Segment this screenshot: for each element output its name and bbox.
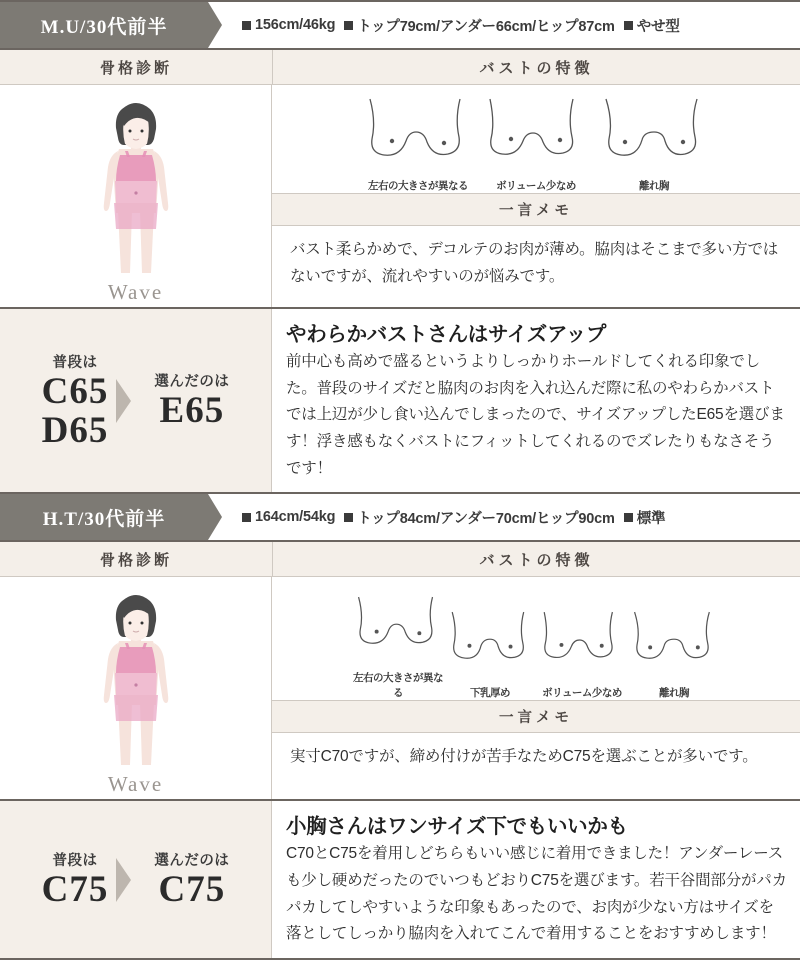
stat-label: 標準 bbox=[636, 510, 666, 527]
stat-label: やせ型 bbox=[636, 18, 680, 35]
female-body-illustration-icon bbox=[66, 93, 206, 279]
bust-caption: 左右の大きさが異なる bbox=[368, 180, 468, 192]
bust-shape-icon bbox=[352, 583, 444, 667]
profile-name-2: H.T/30代前半 bbox=[0, 494, 208, 540]
square-bullet-icon bbox=[242, 513, 251, 522]
bust-shape-icon bbox=[480, 91, 592, 175]
profile-arrow-icon-1 bbox=[208, 2, 236, 48]
usual-size-value-2: C75 bbox=[41, 869, 109, 911]
usual-size-label-2: 普段は bbox=[52, 853, 98, 870]
size-comment-body-2: C70とC75を着用しどちらもいい感じに着用できました！アンダーレースも少し硬めだったのでいつもどおりC75を選びます。若干谷間部分がパカパカしてしやすいような印象もあったので、お肉が少ない方はサイズを落としてしっかり脇肉を入れてこんで着用することをおすすめします！ bbox=[286, 845, 787, 943]
size-comment-title-1: やわらかバストさんはサイズアップ bbox=[286, 323, 607, 346]
stat-item bbox=[624, 507, 666, 528]
usual-size-block-1 bbox=[38, 351, 113, 451]
stat-label: トップ79cm/アンダー66cm/ヒップ87cm bbox=[357, 18, 615, 35]
size-arrow-icon-2 bbox=[116, 858, 146, 902]
female-body-illustration-icon bbox=[66, 585, 206, 771]
usual-size-value-1b: D65 bbox=[41, 410, 109, 452]
bust-item bbox=[359, 91, 477, 193]
bust-item bbox=[628, 598, 720, 700]
bust-item bbox=[536, 598, 628, 700]
stat-item bbox=[624, 15, 680, 36]
column-headers-2 bbox=[0, 542, 800, 577]
profile-arrow-icon-2 bbox=[208, 494, 236, 540]
bust-item bbox=[444, 598, 536, 700]
memo-text-1: バスト柔らかめで、デコルテのお肉が薄め。脇肉はそこまで多い方ではないですが、流れやすいのが悩みです。 bbox=[290, 241, 779, 286]
profile-stats-1 bbox=[236, 2, 800, 48]
bust-cell-1 bbox=[272, 85, 800, 307]
bust-caption: 離れ胸 bbox=[639, 180, 669, 192]
bust-caption: ボリューム少なめ bbox=[496, 180, 576, 192]
header-bust-features-2: バストの特徴 bbox=[273, 542, 800, 576]
square-bullet-icon bbox=[344, 21, 353, 30]
chosen-size-label-2: 選んだのは bbox=[154, 853, 230, 870]
bust-caption: ボリューム少なめ bbox=[542, 687, 622, 700]
memo-text-2: 実寸C70ですが、締め付けが苦手なためC75を選ぶことが多いです。 bbox=[290, 748, 758, 766]
body-row-2 bbox=[0, 577, 800, 801]
size-arrow-icon-1 bbox=[116, 379, 146, 423]
column-headers-1 bbox=[0, 50, 800, 85]
chosen-size-value-1: E65 bbox=[159, 390, 225, 432]
body-figure-2 bbox=[66, 585, 206, 797]
bust-item bbox=[477, 91, 595, 193]
bust-shape-icon bbox=[598, 91, 710, 175]
skeleton-type-label-2: Wave bbox=[107, 772, 164, 797]
profile-bar-2 bbox=[0, 494, 800, 542]
size-comment-body-1: 前中心も高めで盛るというよりしっかりホールドしてくれる印象でした。普段のサイズだと脇肉のお肉を入れ込んだ際に私のやわらかバストでは上辺が少し食い込んでしまったので、サイズアップしたE65を選びます！浮き感もなくバストにフィットしてくれるのでズレたりもなさそうです！ bbox=[286, 353, 785, 477]
stat-label: 164cm/54kg bbox=[255, 509, 336, 526]
chosen-size-value-2: C75 bbox=[158, 869, 226, 911]
body-row-1 bbox=[0, 85, 800, 309]
profile-bar-1 bbox=[0, 0, 800, 50]
square-bullet-icon bbox=[624, 21, 633, 30]
usual-size-block-2 bbox=[38, 849, 113, 910]
bust-cell-2 bbox=[272, 577, 800, 799]
size-summary-1 bbox=[0, 309, 272, 492]
header-bust-features-1: バストの特徴 bbox=[273, 50, 800, 84]
memo-header-2: 一言メモ bbox=[272, 700, 800, 733]
bust-shape-icon bbox=[536, 598, 628, 682]
header-skeleton-diagnosis-2: 骨格診断 bbox=[0, 542, 273, 576]
chosen-size-label-1: 選んだのは bbox=[154, 374, 230, 391]
bust-item bbox=[352, 583, 444, 700]
stat-label: 156cm/46kg bbox=[255, 17, 336, 33]
bust-caption: 下乳厚め bbox=[470, 687, 510, 700]
size-summary-2 bbox=[0, 801, 272, 958]
square-bullet-icon bbox=[344, 513, 353, 522]
chosen-size-block-1 bbox=[150, 370, 233, 431]
bust-item bbox=[595, 91, 713, 193]
square-bullet-icon bbox=[624, 513, 633, 522]
stat-label: トップ84cm/アンダー70cm/ヒップ90cm bbox=[357, 510, 615, 527]
bust-shape-icon bbox=[444, 598, 536, 682]
bust-figure-list-1 bbox=[272, 85, 800, 193]
profile-name-1: M.U/30代前半 bbox=[0, 2, 208, 48]
bust-shape-icon bbox=[628, 598, 720, 682]
header-skeleton-diagnosis-1: 骨格診断 bbox=[0, 50, 273, 84]
size-comment-1 bbox=[272, 309, 800, 492]
profile-stats-2 bbox=[236, 494, 800, 540]
chosen-size-block-2 bbox=[150, 849, 233, 910]
size-comment-title-2: 小胸さんはワンサイズ下でもいいかも bbox=[286, 815, 628, 839]
bust-caption: 左右の大きさが異なる bbox=[353, 672, 443, 700]
stat-item bbox=[242, 17, 335, 33]
usual-size-value-1a: C65 bbox=[41, 370, 109, 412]
skeleton-type-label-1: Wave bbox=[107, 280, 164, 304]
usual-size-label-1: 普段は bbox=[52, 354, 98, 371]
bust-caption: 離れ胸 bbox=[659, 687, 689, 700]
stat-item bbox=[344, 507, 614, 528]
square-bullet-icon bbox=[242, 21, 251, 30]
bust-shape-icon bbox=[362, 91, 474, 175]
memo-header-1: 一言メモ bbox=[272, 193, 800, 226]
stat-item bbox=[242, 509, 335, 525]
size-row-2 bbox=[0, 801, 800, 960]
figure-cell-2 bbox=[0, 577, 272, 799]
bust-figure-list-2 bbox=[272, 577, 800, 700]
figure-cell-1 bbox=[0, 85, 272, 307]
body-figure-1 bbox=[66, 93, 206, 305]
size-comment-2 bbox=[272, 801, 800, 958]
stat-item bbox=[344, 15, 614, 36]
size-row-1 bbox=[0, 309, 800, 494]
